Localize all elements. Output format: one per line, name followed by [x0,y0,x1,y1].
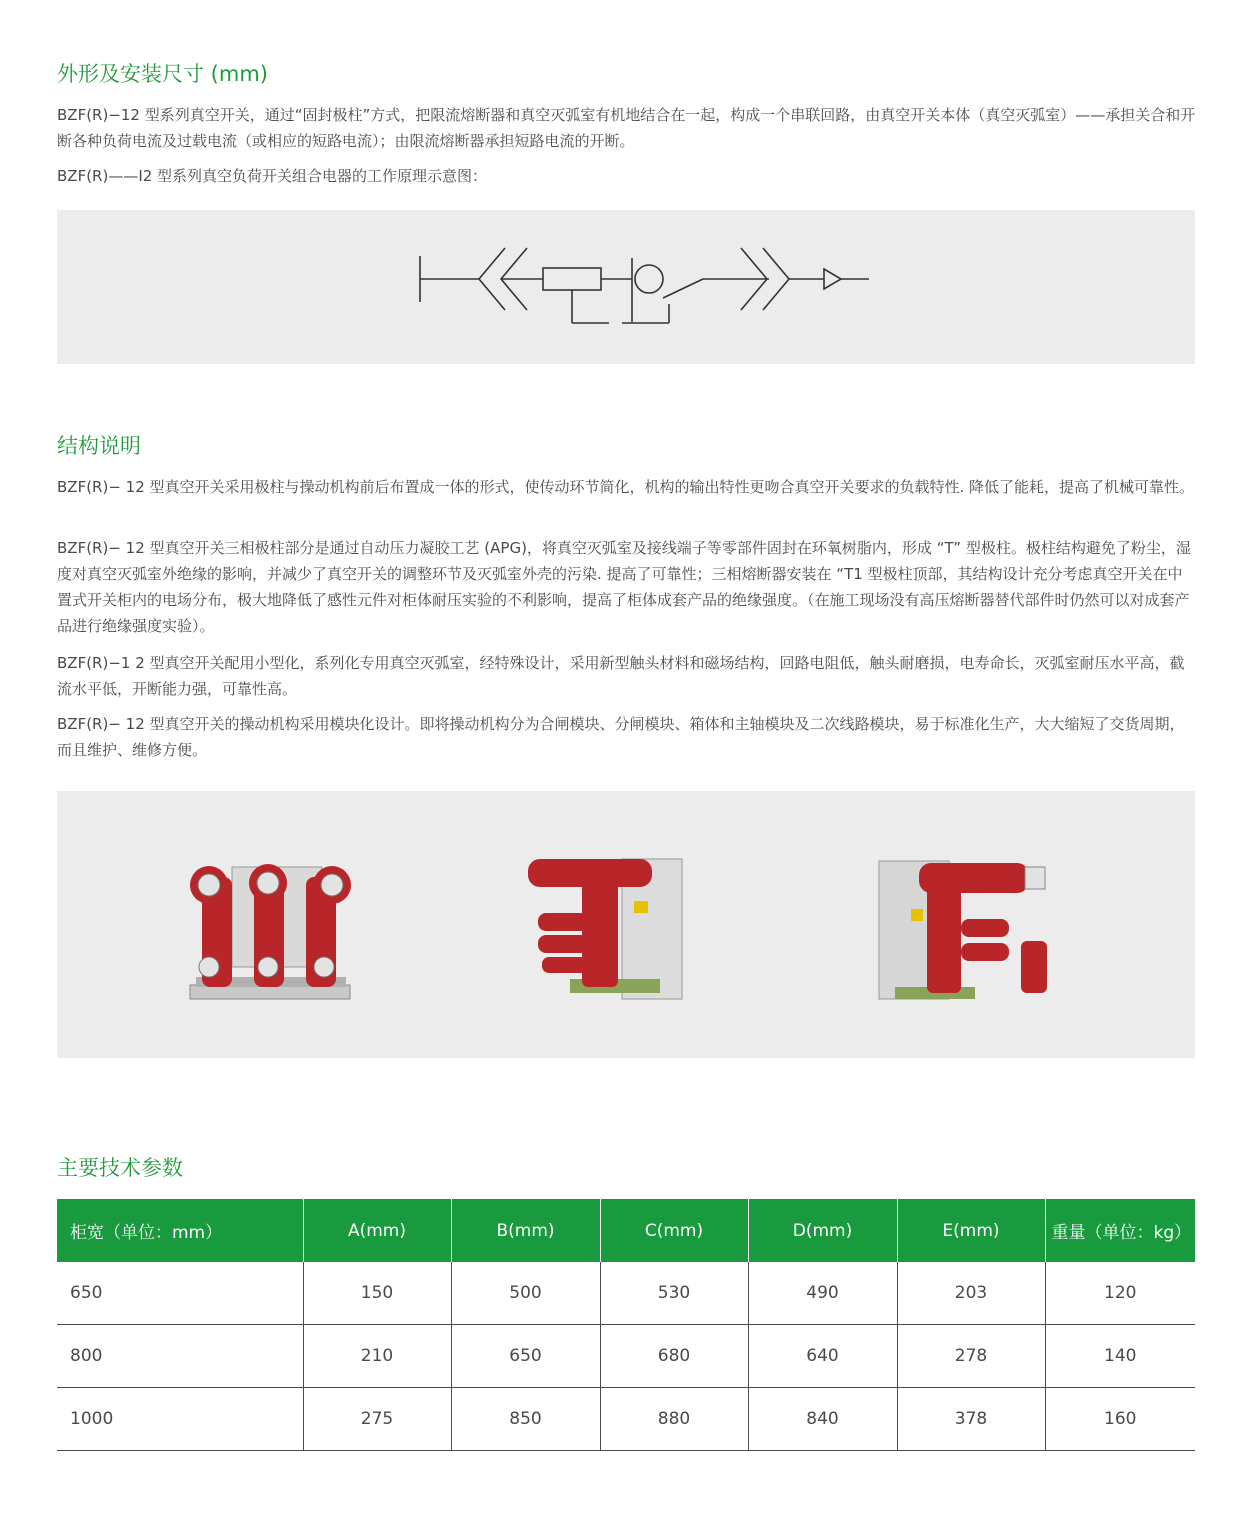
cell-weight: 160 [1045,1388,1195,1451]
table-row [57,1262,1195,1325]
breaker-front-view-icon [182,847,362,1007]
schematic-caption: BZF(R)——I2 型系列真空负荷开关组合电器的工作原理示意图： [57,167,488,185]
header-c: C(mm) [600,1199,748,1262]
cell-e: 378 [897,1388,1045,1451]
table-row [57,1325,1195,1388]
intro-paragraph: BZF(R)−12 型系列真空开关，通过“固封极柱”方式，把限流熔断器和真空灭弧室有机地结合在一起，构成一个串联回路，由真空开关本体（真空灭弧室）——承担关合和开断各种负荷电流及过载电流（或相应的短路电流）；由限流熔断器承担短路电流的开断。 [57,106,1196,150]
cell-b: 850 [451,1388,600,1451]
cell-d: 640 [748,1325,897,1388]
header-b: B(mm) [451,1199,600,1262]
section-title-specs: 主要技术参数 [57,1156,183,1180]
cell-weight: 120 [1045,1262,1195,1325]
structure-paragraph-2: BZF(R)− 12 型真空开关三相极柱部分是通过自动压力凝胶工艺 (APG)，将真空灭弧室及接线端子等零部件固封在环氧树脂内，形成 “T” 型极柱。极柱结构避免了粉尘，湿度对真空灭弧室外绝缘的影响，并减少了真空开关的调整环节及灭弧室外壳的污染. 提高了可靠性；三相熔断器安装在 “T1 型极柱顶部，其结构设计充分考虑真空开关在中置式开关柜内的电场分布，极大地降低了感性元件对柜体耐压实验的不利影响，提高了柜体成套产品的绝缘强度。（在施工现场没有高压熔断器替代部件时仍然可以对成套产品进行绝缘强度实验）。 [57,539,1191,635]
breaker-angle-view-icon [875,849,1065,1009]
product-photo-panel [57,791,1195,1058]
cell-a: 150 [303,1262,451,1325]
header-cabinet-width: 柜宽（单位：mm） [57,1199,303,1262]
breaker-side-view-icon [522,849,692,1009]
cell-b: 650 [451,1325,600,1388]
cell-c: 880 [600,1388,748,1451]
schematic-panel [57,210,1195,364]
table-row [57,1388,1195,1451]
cell-width: 800 [57,1325,303,1388]
structure-paragraph-3: BZF(R)−1 2 型真空开关配用小型化，系列化专用真空灭弧室，经特殊设计，采用新型触头材料和磁场结构，回路电阻低，触头耐磨损，电寿命长，灭弧室耐压水平高，截流水平低，开断能力强，可靠性高。 [57,654,1185,698]
cell-d: 840 [748,1388,897,1451]
cell-e: 203 [897,1262,1045,1325]
cell-b: 500 [451,1262,600,1325]
cell-c: 530 [600,1262,748,1325]
header-e: E(mm) [897,1199,1045,1262]
cell-weight: 140 [1045,1325,1195,1388]
spec-table [57,1199,1195,1451]
cell-d: 490 [748,1262,897,1325]
header-weight: 重量（单位：kg） [1045,1199,1195,1262]
structure-paragraph-1: BZF(R)− 12 型真空开关采用极柱与操动机构前后布置成一体的形式，使传动环节简化，机构的输出特性更吻合真空开关要求的负载特性. 降低了能耗，提高了机械可靠性。 [57,478,1195,496]
circuit-schematic-icon [57,210,1195,364]
header-d: D(mm) [748,1199,897,1262]
cell-width: 1000 [57,1388,303,1451]
cell-c: 680 [600,1325,748,1388]
header-a: A(mm) [303,1199,451,1262]
cell-a: 210 [303,1325,451,1388]
cell-e: 278 [897,1325,1045,1388]
section-title-structure: 结构说明 [57,434,141,458]
cell-width: 650 [57,1262,303,1325]
cell-a: 275 [303,1388,451,1451]
table-header-row [57,1199,1195,1262]
section-title-dimensions: 外形及安装尺寸 (mm) [57,62,268,86]
structure-paragraph-4: BZF(R)− 12 型真空开关的操动机构采用模块化设计。即将操动机构分为合闸模块、分闸模块、箱体和主轴模块及二次线路模块，易于标准化生产，大大缩短了交货周期，而且维护、维修方便。 [57,715,1185,759]
